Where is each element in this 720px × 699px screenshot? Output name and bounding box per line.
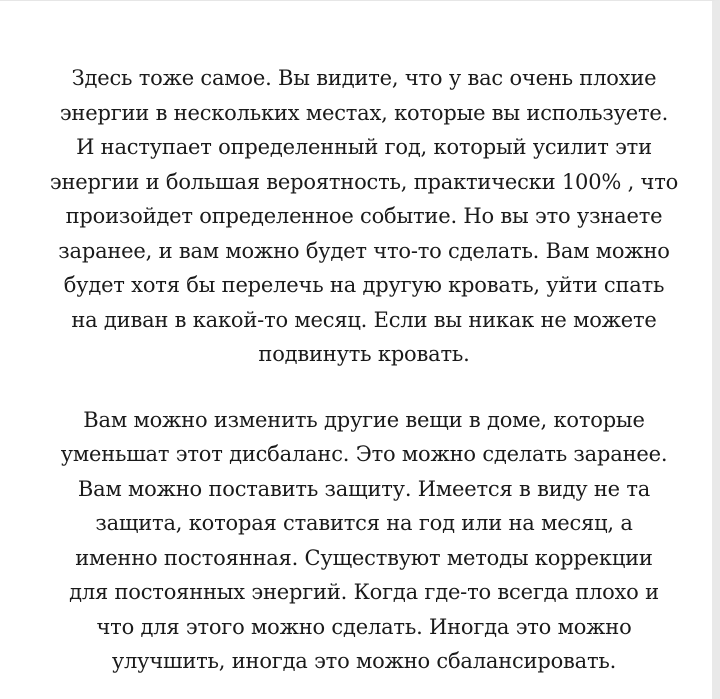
text-line: Вам можно изменить другие вещи в доме, которые <box>83 407 645 432</box>
paragraph-2 <box>28 403 700 679</box>
text-line: уменьшат этот дисбаланс. Это можно сделать заранее. <box>60 442 668 466</box>
paragraph-1 <box>28 61 700 372</box>
text-line: заранее, и вам можно будет что-то сделать. Вам можно <box>58 238 670 263</box>
text-line: улучшить, иногда это можно сбалансировать. <box>111 649 617 673</box>
text-line: защита, которая ставится на год или на месяц, а <box>95 511 633 535</box>
text-line: Вам можно поставить защиту. Имеется в виду не та <box>77 476 651 501</box>
text-line: для постоянных энергий. Когда где-то всегда плохо и <box>69 580 659 604</box>
text-line: будет хотя бы перелечь на другую кровать, уйти спать <box>63 273 665 297</box>
text-line: энергии в нескольких местах, которые вы используете. <box>59 100 669 125</box>
text-line: И наступает определенный год, который усилит эти <box>76 135 652 159</box>
text-line: энергии и большая вероятность, практически 100% , что <box>49 169 679 194</box>
text-line: Здесь тоже самое. Вы видите, что у вас очень плохие <box>71 66 657 90</box>
text-line: именно постоянная. Существуют методы коррекции <box>75 545 653 570</box>
text-line: что для этого можно сделать. Иногда это можно <box>96 614 632 639</box>
text-line: произойдет определенное событие. Но вы это узнаете <box>65 204 663 228</box>
text-line: подвинуть кровать. <box>258 342 470 366</box>
text-line: на диван в какой-то месяц. Если вы никак не можете <box>71 307 657 332</box>
document-body <box>28 61 700 679</box>
